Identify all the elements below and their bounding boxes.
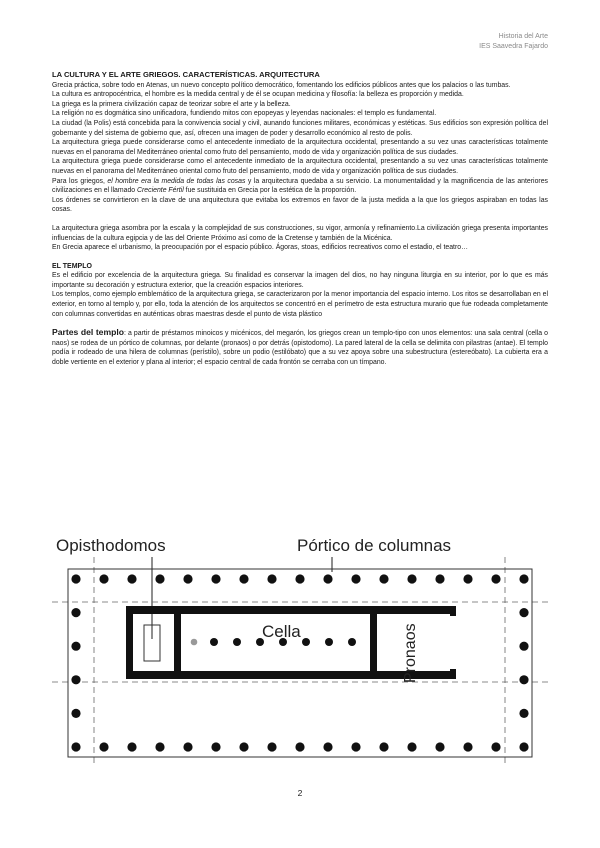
temple-plan-diagram: [52, 527, 548, 765]
paragraph: Los órdenes se convirtieron en la clave de una arquitectura que evitaba los extremos en favor de la justa medida a la que los griegos aspiraban en todas las cosas.: [52, 196, 548, 214]
peristyle-column: [519, 642, 528, 651]
page-number: 2: [297, 788, 303, 798]
cella-wall-back: [126, 606, 133, 679]
paragraph: La arquitectura griega puede considerarse como el antecedente inmediato de la arquitectura occidental, presentando a su vez unas características totalmente nuevas en el panorama del Mediterráneo oriental como fruto del pensamiento, modo de vida y organización política de sus ciudades.: [52, 139, 548, 156]
peristyle-column: [407, 574, 416, 583]
peristyle-column: [71, 642, 80, 651]
peristyle-column: [71, 675, 80, 684]
paragraph: En Grecia aparece el urbanismo, la preocupación por el espacio público. Ágoras, stoas, edificios recreativos como el estadio, el teatro…: [52, 244, 468, 252]
peristyle-column: [379, 574, 388, 583]
pronaos-wall: [370, 614, 377, 671]
page-header: [479, 32, 548, 52]
peristyle-column: [99, 742, 108, 751]
peristyle-column: [351, 574, 360, 583]
section-title-temple: EL TEMPLO: [52, 262, 92, 270]
peristyle-column: [435, 574, 444, 583]
peristyle-column: [183, 574, 192, 583]
peristyle-column: [71, 608, 80, 617]
peristyle-column: [71, 709, 80, 718]
header-subject: Historia del Arte: [498, 33, 548, 40]
peristyle-column: [295, 574, 304, 583]
header-school: IES Saavedra Fajardo: [479, 43, 548, 50]
peristyle-column: [351, 742, 360, 751]
peristyle-column: [519, 608, 528, 617]
label-cella: Cella: [262, 622, 301, 641]
peristyle-column: [407, 742, 416, 751]
peristyle-column: [491, 574, 500, 583]
peristyle-column: [239, 742, 248, 751]
peristyle-column: [211, 574, 220, 583]
paragraph: Para los griegos, el hombre era la medida de todas las cosas y la arquitectura quedaba a su servicio. La monumentalidad y la magnificencia de las anteriores civilizaciones en el llamado Creciente Fértil fue sustituida en Grecia por la estética de la proporción.: [52, 177, 548, 195]
section-title-culture: LA CULTURA Y EL ARTE GRIEGOS. CARACTERÍSTICAS. ARQUITECTURA: [52, 70, 320, 79]
peristyle-column: [519, 574, 528, 583]
paragraph: Partes del templo: a partir de préstamos minoicos y micénicos, del megarón, los griegos crean un templo-tipo con unos elementos: una sala central (cella o naos) se rodea de un pórtico de columnas, por delante (pronaos) o por detrás (opistodomo). La pared lateral de la cella se delimita con pilastras (antae). El templo podía ir rodeado de una hilera de columnas (perístilo), sobre un podio (estilóbato) que a su vez apoya sobre una subestructura (estereóbato). La cubierta era a doble vertiente en el exterior y plana al interior; el espacio central de cada frontón se cerraba con un tímpano.: [52, 327, 548, 367]
paragraph: La religión no es dogmática sino unificadora, fundiendo mitos con epopeyas y leyendas nacionales: el templo es fundamental.: [52, 110, 437, 118]
peristyle-column: [155, 574, 164, 583]
peristyle-column: [463, 742, 472, 751]
peristyle-column: [519, 675, 528, 684]
paragraph: Es el edificio por excelencia de la arquitectura griega. Su finalidad es conservar la imagen del dios, no hay ninguna liturgia en su interior, por lo que es más importante su decoración y estructura exterior, que la creación espacios interiores.: [52, 272, 548, 289]
peristyle-column: [127, 574, 136, 583]
paragraph: La cultura es antropocéntrica, el hombre es la medida central y de él se ocupan medicina y filosofía: la belleza es proporción y medida.: [52, 91, 464, 99]
peristyle-column: [379, 742, 388, 751]
paragraph: La ciudad (la Polis) está concebida para la convivencia social y civil, aunando funciones militares, económicas y estéticas. Sus edificios son expresión política del gobernante y del sistema de gobierno que, así, ofrecen una imagen de poder y desarrollo económico al resto de polis.: [52, 119, 548, 137]
peristyle-column: [491, 742, 500, 751]
peristyle-column: [71, 574, 80, 583]
document-body: [52, 70, 548, 368]
paragraph: La arquitectura griega puede considerarse como el antecedente inmediato de la arquitectura occidental, presentando a su vez unas características totalmente nuevas en el panorama del Mediterráneo oriental como fruto del pensamiento, modo de vida y organización política de sus ciudades.: [52, 158, 548, 175]
paragraph: Grecia práctica, sobre todo en Atenas, un nuevo concepto político democrático, fomentando los edificios públicos antes que los palacios o las tumbas.: [52, 81, 511, 89]
peristyle-column: [155, 742, 164, 751]
label-opisthodomos: Opisthodomos: [56, 536, 166, 555]
peristyle-column: [267, 574, 276, 583]
opisthodomos-wall: [174, 614, 181, 671]
peristyle-column: [463, 574, 472, 583]
peristyle-column: [127, 742, 136, 751]
peristyle-column: [267, 742, 276, 751]
peristyle-column: [323, 742, 332, 751]
cella-wall-top: [126, 606, 450, 614]
parts-title: Partes del templo: [52, 327, 124, 338]
peristyle-column: [519, 742, 528, 751]
peristyle-column: [211, 742, 220, 751]
peristyle-column: [99, 574, 108, 583]
peristyle-column: [519, 709, 528, 718]
label-portico: Pórtico de columnas: [297, 536, 452, 555]
peristyle-column: [435, 742, 444, 751]
label-pronaos: Pronaos: [402, 623, 419, 683]
peristyle-columns: [71, 574, 528, 751]
peristyle-column: [239, 574, 248, 583]
peristyle-column: [71, 742, 80, 751]
peristyle-column: [323, 574, 332, 583]
paragraph: Los templos, como ejemplo emblemático de la arquitectura griega, se caracterizaron por la menor importancia del espacio interno. Los ritos se desarrollaban en el exterior, en torno al templo y, por ello, toda la atención de los arquitectos se concentró en el perímetro de esta estructura murario que fue rodeada completamente con columnas convertidas en auténticas obras maestras desde el punto de vista plástico: [52, 291, 548, 318]
paragraph: La griega es la primera civilización capaz de teorizar sobre el arte y la belleza.: [52, 100, 291, 108]
peristyle-column: [295, 742, 304, 751]
paragraph: La arquitectura griega asombra por la escala y la complejidad de sus construcciones, su vigor, armonía y refinamiento.La civilización griega presenta importantes influencias de la cultura egipcia y de las del Oriente Próximo así como de la Cretense y también de la Micénica.: [52, 224, 548, 242]
peristyle-column: [183, 742, 192, 751]
